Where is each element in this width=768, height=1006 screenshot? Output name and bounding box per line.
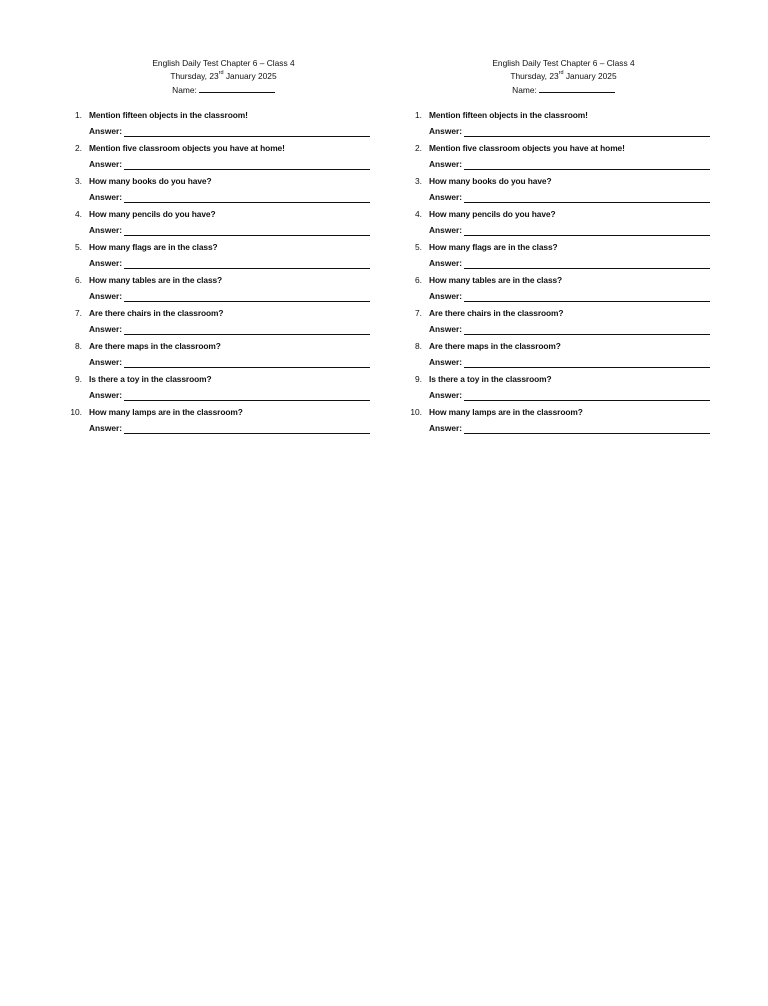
question-item bbox=[70, 143, 370, 176]
question-item bbox=[70, 308, 370, 341]
answer-row bbox=[429, 192, 710, 203]
question-number: 7. bbox=[415, 308, 422, 318]
question-number: 10. bbox=[70, 407, 82, 417]
question-text: Mention five classroom objects you have at home! bbox=[429, 143, 625, 153]
answer-label: Answer: bbox=[89, 390, 123, 400]
answer-label: Answer: bbox=[89, 357, 123, 367]
question-item bbox=[410, 209, 710, 242]
answer-label: Answer: bbox=[429, 390, 463, 400]
answer-field[interactable] bbox=[464, 127, 710, 137]
answer-label: Answer: bbox=[429, 192, 463, 202]
question-text: How many tables are in the class? bbox=[429, 275, 563, 285]
question-text: How many flags are in the class? bbox=[89, 242, 218, 252]
date-prefix: Thursday, 23 bbox=[170, 71, 219, 81]
answer-label: Answer: bbox=[89, 126, 123, 136]
answer-label: Answer: bbox=[89, 192, 123, 202]
test-title: English Daily Test Chapter 6 – Class 4 bbox=[152, 58, 295, 68]
answer-field[interactable] bbox=[124, 226, 370, 236]
question-list bbox=[410, 110, 710, 440]
answer-row bbox=[89, 291, 370, 302]
date-ordinal: rd bbox=[218, 70, 224, 77]
answer-label: Answer: bbox=[429, 159, 463, 169]
test-header bbox=[70, 57, 370, 97]
question-item bbox=[410, 374, 710, 407]
question-number: 8. bbox=[75, 341, 82, 351]
answer-field[interactable] bbox=[464, 391, 710, 401]
question-item bbox=[70, 242, 370, 275]
answer-row bbox=[89, 357, 370, 368]
question-number: 7. bbox=[75, 308, 82, 318]
question-item bbox=[70, 110, 370, 143]
answer-row bbox=[429, 291, 710, 302]
answer-field[interactable] bbox=[464, 358, 710, 368]
answer-label: Answer: bbox=[429, 324, 463, 334]
question-number: 4. bbox=[75, 209, 82, 219]
name-field[interactable] bbox=[199, 83, 275, 93]
answer-row bbox=[429, 390, 710, 401]
question-item bbox=[410, 242, 710, 275]
question-item bbox=[410, 275, 710, 308]
question-text: How many lamps are in the classroom? bbox=[429, 407, 583, 417]
question-text: How many flags are in the class? bbox=[429, 242, 558, 252]
answer-row bbox=[89, 390, 370, 401]
question-number: 9. bbox=[415, 374, 422, 384]
question-item bbox=[70, 176, 370, 209]
question-text: How many books do you have? bbox=[89, 176, 212, 186]
answer-field[interactable] bbox=[124, 193, 370, 203]
question-item bbox=[410, 176, 710, 209]
test-date bbox=[77, 70, 370, 83]
question-text: Is there a toy in the classroom? bbox=[429, 374, 552, 384]
question-text: How many lamps are in the classroom? bbox=[89, 407, 243, 417]
name-label: Name: bbox=[512, 85, 537, 95]
answer-field[interactable] bbox=[124, 259, 370, 269]
question-text: Are there chairs in the classroom? bbox=[89, 308, 224, 318]
answer-row bbox=[89, 258, 370, 269]
answer-field[interactable] bbox=[124, 325, 370, 335]
answer-label: Answer: bbox=[429, 423, 463, 433]
date-prefix: Thursday, 23 bbox=[510, 71, 559, 81]
question-number: 5. bbox=[415, 242, 422, 252]
answer-field[interactable] bbox=[464, 193, 710, 203]
date-suffix: January 2025 bbox=[563, 71, 617, 81]
answer-row bbox=[89, 225, 370, 236]
answer-label: Answer: bbox=[429, 225, 463, 235]
answer-field[interactable] bbox=[124, 391, 370, 401]
date-ordinal: rd bbox=[558, 70, 564, 77]
answer-label: Answer: bbox=[89, 225, 123, 235]
answer-label: Answer: bbox=[429, 258, 463, 268]
question-number: 6. bbox=[75, 275, 82, 285]
answer-row bbox=[429, 258, 710, 269]
answer-field[interactable] bbox=[464, 424, 710, 434]
name-row bbox=[417, 83, 710, 97]
test-sheet-right bbox=[410, 57, 710, 440]
question-text: How many tables are in the class? bbox=[89, 275, 223, 285]
question-item bbox=[70, 275, 370, 308]
answer-row bbox=[429, 357, 710, 368]
answer-label: Answer: bbox=[89, 291, 123, 301]
answer-field[interactable] bbox=[464, 259, 710, 269]
question-number: 9. bbox=[75, 374, 82, 384]
answer-row bbox=[89, 126, 370, 137]
answer-field[interactable] bbox=[464, 292, 710, 302]
question-text: Mention fifteen objects in the classroom! bbox=[89, 110, 248, 120]
answer-row bbox=[89, 324, 370, 335]
answer-row bbox=[89, 159, 370, 170]
question-text: Mention fifteen objects in the classroom! bbox=[429, 110, 588, 120]
question-text: Is there a toy in the classroom? bbox=[89, 374, 212, 384]
answer-label: Answer: bbox=[89, 159, 123, 169]
answer-row bbox=[429, 324, 710, 335]
test-title: English Daily Test Chapter 6 – Class 4 bbox=[492, 58, 635, 68]
question-item bbox=[70, 209, 370, 242]
answer-label: Answer: bbox=[429, 291, 463, 301]
answer-field[interactable] bbox=[464, 226, 710, 236]
answer-row bbox=[429, 423, 710, 434]
question-number: 10. bbox=[410, 407, 422, 417]
answer-row bbox=[429, 126, 710, 137]
question-list bbox=[70, 110, 370, 440]
question-item bbox=[70, 374, 370, 407]
question-number: 4. bbox=[415, 209, 422, 219]
question-text: Mention five classroom objects you have at home! bbox=[89, 143, 285, 153]
name-field[interactable] bbox=[539, 83, 615, 93]
question-item bbox=[410, 341, 710, 374]
answer-row bbox=[89, 192, 370, 203]
test-date bbox=[417, 70, 710, 83]
answer-field[interactable] bbox=[124, 127, 370, 137]
question-number: 1. bbox=[415, 110, 422, 120]
question-item bbox=[410, 308, 710, 341]
question-text: How many pencils do you have? bbox=[429, 209, 556, 219]
question-item bbox=[70, 407, 370, 440]
test-header bbox=[410, 57, 710, 97]
question-text: Are there chairs in the classroom? bbox=[429, 308, 564, 318]
question-text: How many books do you have? bbox=[429, 176, 552, 186]
question-number: 2. bbox=[75, 143, 82, 153]
answer-label: Answer: bbox=[89, 324, 123, 334]
name-row bbox=[77, 83, 370, 97]
answer-field[interactable] bbox=[464, 325, 710, 335]
answer-field[interactable] bbox=[124, 424, 370, 434]
answer-field[interactable] bbox=[124, 292, 370, 302]
answer-label: Answer: bbox=[89, 258, 123, 268]
question-number: 6. bbox=[415, 275, 422, 285]
answer-label: Answer: bbox=[429, 126, 463, 136]
question-number: 2. bbox=[415, 143, 422, 153]
answer-field[interactable] bbox=[464, 160, 710, 170]
answer-row bbox=[429, 159, 710, 170]
question-text: How many pencils do you have? bbox=[89, 209, 216, 219]
question-number: 8. bbox=[415, 341, 422, 351]
answer-label: Answer: bbox=[429, 357, 463, 367]
question-text: Are there maps in the classroom? bbox=[429, 341, 561, 351]
question-number: 5. bbox=[75, 242, 82, 252]
test-sheet-left bbox=[70, 57, 370, 440]
answer-row bbox=[89, 423, 370, 434]
answer-row bbox=[429, 225, 710, 236]
question-number: 3. bbox=[75, 176, 82, 186]
question-item bbox=[410, 143, 710, 176]
question-number: 1. bbox=[75, 110, 82, 120]
answer-field[interactable] bbox=[124, 160, 370, 170]
question-item bbox=[410, 407, 710, 440]
answer-field[interactable] bbox=[124, 358, 370, 368]
question-item bbox=[410, 110, 710, 143]
question-text: Are there maps in the classroom? bbox=[89, 341, 221, 351]
question-item bbox=[70, 341, 370, 374]
answer-label: Answer: bbox=[89, 423, 123, 433]
date-suffix: January 2025 bbox=[223, 71, 277, 81]
question-number: 3. bbox=[415, 176, 422, 186]
name-label: Name: bbox=[172, 85, 197, 95]
